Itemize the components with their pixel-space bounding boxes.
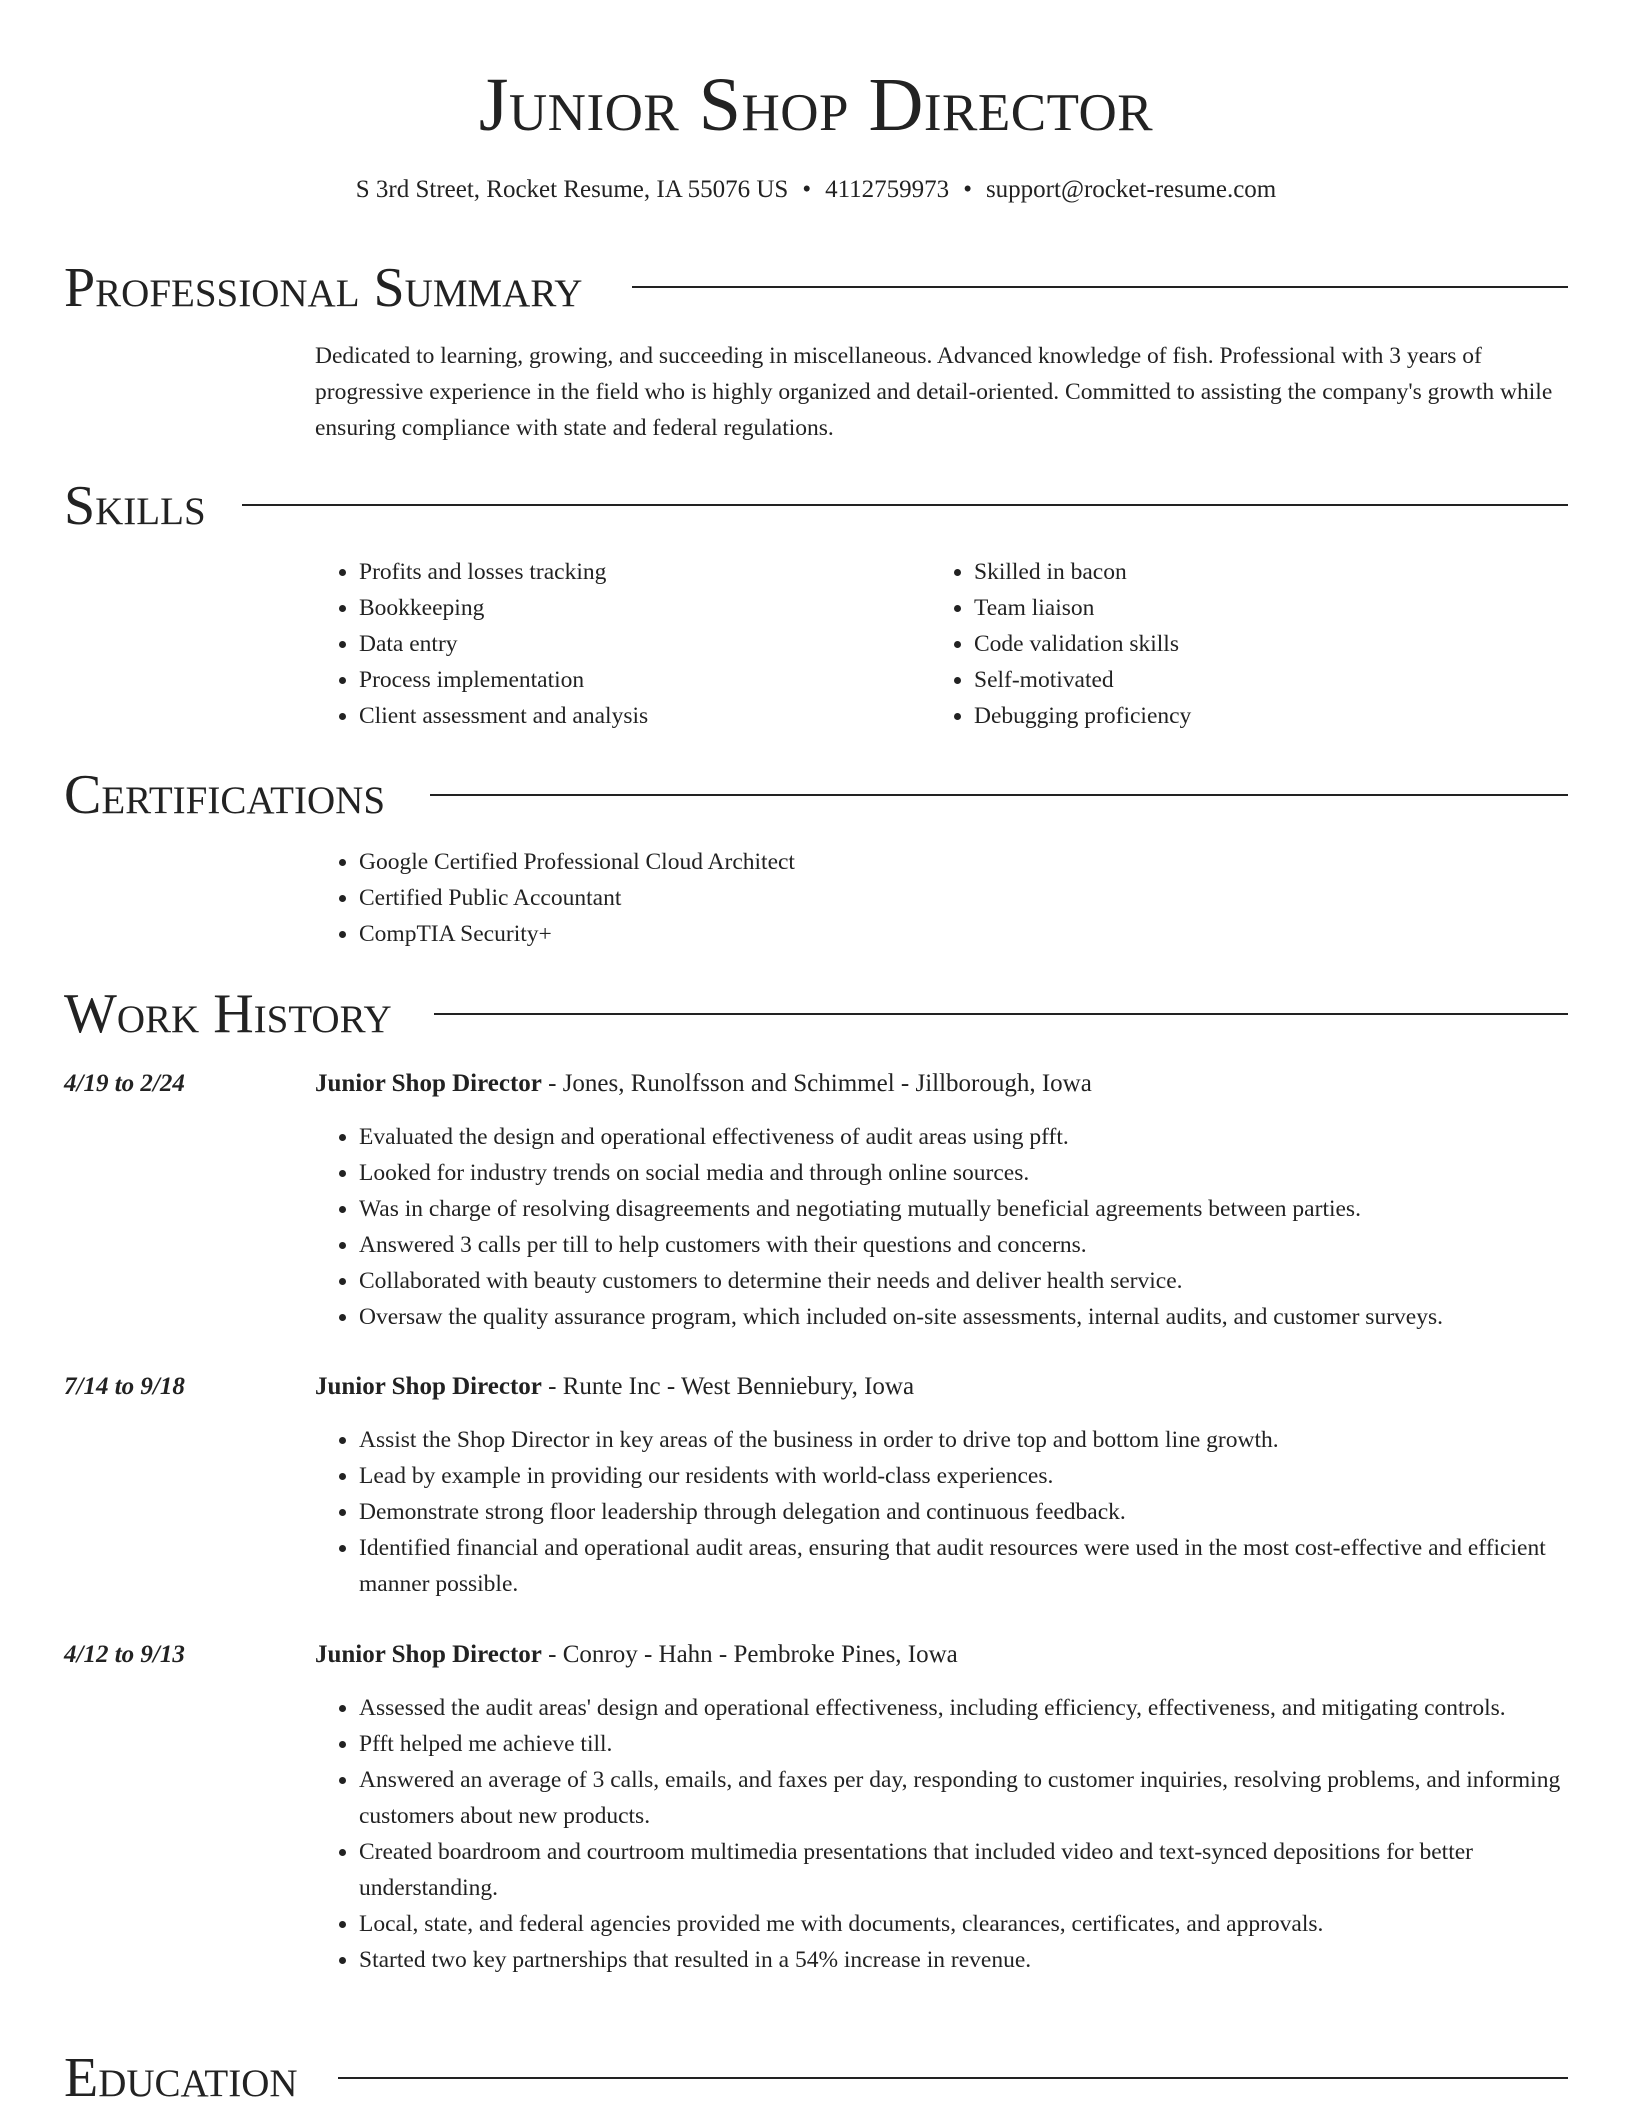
contact-email: support@rocket-resume.com [985, 176, 1277, 203]
job-details: - Jones, Runolfsson and Schimmel - Jillborough, Iowa [541, 1070, 1092, 1097]
job-bullet: • Local, state, and federal agencies provided me with documents, clearances, certificates, and approvals. [359, 1906, 1614, 1942]
contact-separator: • [802, 176, 812, 203]
skill-item: • Debugging proficiency [974, 698, 1574, 734]
job-bullet: • Oversaw the quality assurance program, which included on-site assessments, internal audits, and customer surveys. [359, 1299, 1614, 1335]
job-bullets [315, 1690, 1614, 1978]
job-bullet: • Lead by example in providing our residents with world-class experiences. [359, 1458, 1614, 1494]
skill-item: • Bookkeeping [359, 590, 919, 626]
skill-item: • Client assessment and analysis [359, 698, 919, 734]
job-bullet: • Created boardroom and courtroom multimedia presentations that included video and text-synced depositions for better understanding. [359, 1834, 1614, 1906]
skills-list-left [315, 554, 919, 734]
certification-item: • Certified Public Accountant [359, 880, 1459, 916]
contact-line [0, 173, 1632, 207]
job-bullet: • Demonstrate strong floor leadership through delegation and continuous feedback. [359, 1494, 1614, 1530]
skill-item: • Profits and losses tracking [359, 554, 919, 590]
job-bullet: • Answered 3 calls per till to help customers with their questions and concerns. [359, 1227, 1614, 1263]
skills-list-right [930, 554, 1574, 734]
skill-item: • Self-motivated [974, 662, 1574, 698]
section-title-education: Education [64, 2047, 298, 2109]
job-bullets [315, 1422, 1614, 1602]
job-bullet: • Started two key partnerships that resulted in a 54% increase in revenue. [359, 1942, 1614, 1978]
certifications-list [315, 844, 1459, 952]
job-details: - Conroy - Hahn - Pembroke Pines, Iowa [541, 1641, 958, 1668]
job-bullet: • Answered an average of 3 calls, emails, and faxes per day, responding to customer inquiries, resolving problems, and informing customers about new products. [359, 1762, 1614, 1834]
job-bullet: • Identified financial and operational audit areas, ensuring that audit resources were used in the most cost-effective and efficient manner possible. [359, 1530, 1614, 1602]
section-title-work-history: Work History [64, 983, 392, 1045]
job-bullet: • Assist the Shop Director in key areas of the business in order to drive top and bottom line growth. [359, 1422, 1614, 1458]
skill-item: • Team liaison [974, 590, 1574, 626]
job-heading [315, 1067, 1092, 1101]
section-divider [430, 794, 1568, 796]
job-role: Junior Shop Director [315, 1373, 542, 1400]
job-details: - Runte Inc - West Benniebury, Iowa [541, 1373, 915, 1400]
job-bullet: • Assessed the audit areas' design and operational effectiveness, including efficiency, effectiveness, and mitigating controls. [359, 1690, 1614, 1726]
certification-item: • Google Certified Professional Cloud Architect [359, 844, 1459, 880]
job-role: Junior Shop Director [315, 1641, 542, 1668]
job-bullet: • Was in charge of resolving disagreements and negotiating mutually beneficial agreements between parties. [359, 1191, 1614, 1227]
contact-address: S 3rd Street, Rocket Resume, IA 55076 US [355, 176, 789, 203]
job-dates: 7/14 to 9/18 [64, 1373, 185, 1400]
job-dates: 4/19 to 2/24 [64, 1070, 185, 1097]
skill-item: • Process implementation [359, 662, 919, 698]
section-title-skills: Skills [64, 475, 206, 537]
job-dates: 4/12 to 9/13 [64, 1641, 185, 1668]
job-bullet: • Looked for industry trends on social media and through online sources. [359, 1155, 1614, 1191]
summary-text: Dedicated to learning, growing, and succeeding in miscellaneous. Advanced knowledge of fish. Professional with 3 years of progressive experience in the field who is highly organized and detail-oriented. Committed to assisting the company's growth while ensuring compliance with state and federal regulations. [315, 343, 1553, 441]
job-bullet: • Evaluated the design and operational effectiveness of audit areas using pfft. [359, 1119, 1614, 1155]
job-heading [315, 1638, 958, 1672]
skill-item: • Data entry [359, 626, 919, 662]
contact-separator: • [963, 176, 972, 203]
certification-item: • CompTIA Security+ [359, 916, 1459, 952]
skill-item: • Code validation skills [974, 626, 1574, 662]
resume-name: Junior Shop Director [478, 63, 1154, 147]
job-bullet: • Collaborated with beauty customers to determine their needs and deliver health service. [359, 1263, 1614, 1299]
job-bullets [315, 1119, 1614, 1335]
job-heading [315, 1370, 914, 1404]
job-role: Junior Shop Director [315, 1070, 542, 1097]
section-divider [338, 2077, 1568, 2079]
contact-phone: 4112759973 [825, 176, 950, 203]
section-title-summary: Professional Summary [64, 257, 583, 319]
skill-item: • Skilled in bacon [974, 554, 1574, 590]
section-divider [242, 504, 1568, 506]
job-bullet: • Pfft helped me achieve till. [359, 1726, 1614, 1762]
section-divider [632, 286, 1568, 288]
section-divider [434, 1013, 1568, 1015]
section-title-certifications: Certifications [64, 764, 386, 826]
